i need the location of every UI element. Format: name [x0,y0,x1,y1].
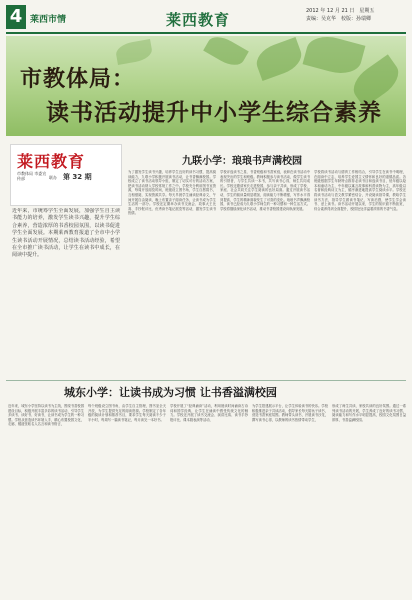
issue-date: 2012 年 12 月 21 日 星期五 [306,8,375,14]
masthead-host: 联办 [49,175,57,180]
hero-title-line-1: 市教体局： [20,67,136,92]
column-masthead [10,144,122,206]
hero-title-line-2: 读书活动提升中小学生综合素养 [46,100,382,126]
article-column: 形成了师生共读、家校共读的良好氛围。通过一系列读书活动的开展，学生养成了良好的读书习惯，阅读能力和写作水平明显提高，校园文化氛围日益浓厚，书香溢满校园。 [332,404,406,422]
article-subtitle: 城东小学：让读书成为习惯 让书香溢满校园 [64,386,277,399]
article-column: 近年来，城东小学坚持以读书为主线，围绕书香校园建设目标，积极开展丰富多彩的读书活动，引导学生多读书、读好书、好读书，让读书成为学生的一种习惯。学校从营造读书环境入手，精心布置校园文化，走廊、楼道张贴名人名言和读书格言， [8,404,84,427]
leaf-decoration [303,36,366,79]
section-divider [6,380,406,381]
article-column: 学校将读书活动与德育工作相结合，引导学生在读书中明理，在阅读中立志，培养学生爱国主义情怀和良好的道德品质。各班级根据学生年龄特点推荐必读书目和选读书目，低年级以绘本和童话为主，中年级以寓言故事和科普读物为主，高年级以名著和经典诗文为主，循序渐进地提高学生阅读水平。学校还将读书活动与语文教学紧密结合，开设阅读指导课，教给学生读书方法，指导学生做读书笔记，写读后感，使学生学会读书、爱上读书。读书活动开展以来，学生的知识面不断拓宽，综合素养得到全面提升，校园处处洋溢着浓浓的书香气息。 [314,170,406,211]
hero-banner [6,36,406,136]
newspaper-name: 莱西教育 [166,11,231,29]
masthead-title: 莱西教育 [17,152,86,171]
article-column: 为学生搭建展示平台，让学生体验读书的快乐。学校积极推进亲子共读活动，倡导家长每天陪孩子读书，营造书香家庭氛围。教师带头读书，开展读书沙龙，撰写读书心得，以教师的读书热情带动学生， [252,404,328,422]
page-number-badge: 4 [6,5,26,29]
header-rule [6,32,406,34]
article-column: 学校开展了“经典诵读”活动，利用晨读时间诵读古诗词和国学经典，让学生在诵读中感受传统文化的魅力。学校还开展了读书交流会、演讲比赛、读书手抄报评比、课本剧表演等活动， [170,404,248,422]
editorial-lead: 近年来，市统筹学生全面发展，加强学生自主读书能力的培养，激发学生读书兴趣，提升学生综合素养，营造浓厚的书香校园氛围，以读书促进学生全面发展。本期莱西教育报道了全市中小学生读书活动开展情况，总结读书活动经验，希望在全市推广读书活动，让学生在读书中成长，在阅读中提升。 [12,208,120,259]
leaf-decoration [203,36,249,71]
editor-credits: 责编：吴克华 校版：孙瑞卿 [306,16,372,22]
article-subtitle: 九联小学：琅琅书声满校园 [182,156,302,167]
masthead-organizers: 市教体局 市委宣传部 [17,171,47,181]
leaf-decoration [252,37,305,81]
masthead-issue: 第 32 期 [63,173,92,181]
section-name: 莱西市情 [30,15,67,25]
article-column: 学校评选读书之星、书香班级和书香家庭，表彰在读书活动中表现突出的学生和班级。教师积极参与读书活动，做学生读书的引领者，与学生共读一本书，共写读书心得，师生共同成长。学校还邀请家长走进校园，参与亲子共读，形成了学校、家庭、社会共同关注学生阅读的良好局面。通过开展读书活动，学生的阅读量明显增加，阅读能力不断增强，写作水平得到提高，学生的精神面貌发生了可喜的变化。琅琅书声飘满校园，读书已经成为九联小学师生的一种习惯和一种生活方式。学校将继续深化读书活动，推动书香校园建设向纵深发展。 [220,170,310,211]
article-column: 每个班级设立图书角，由学生自主管理，图书室全天开放，为学生提供充足的阅读资源。学校制定了各年级的阅读计划和推荐书目，要求学生每天阅读不少于半小时，每周写一篇读书笔记，每月读完一本好书。 [88,404,166,422]
article-column: 为了激发学生读书兴趣，培养学生良好的读书习惯，提高阅读能力，九联小学积极开展读书活动，让书香飘满校园。学校成立了读书活动领导小组，制定了切实可行的活动方案，把读书活动纳入学校常规工作之中。学校充分利用图书室资源，每周开放阅览时间，班级设立图书角，学生自愿捐书，互相借阅，实现资源共享。每天早晨学生诵读经典诗文，午间开展自由阅读，晚上布置亲子阅读任务，让读书成为学生生活的一部分。学校还定期举办读书交流会、故事大王比赛、手抄报评比、优秀读书笔记展览等活动，激发学生读书热情。 [128,170,216,216]
